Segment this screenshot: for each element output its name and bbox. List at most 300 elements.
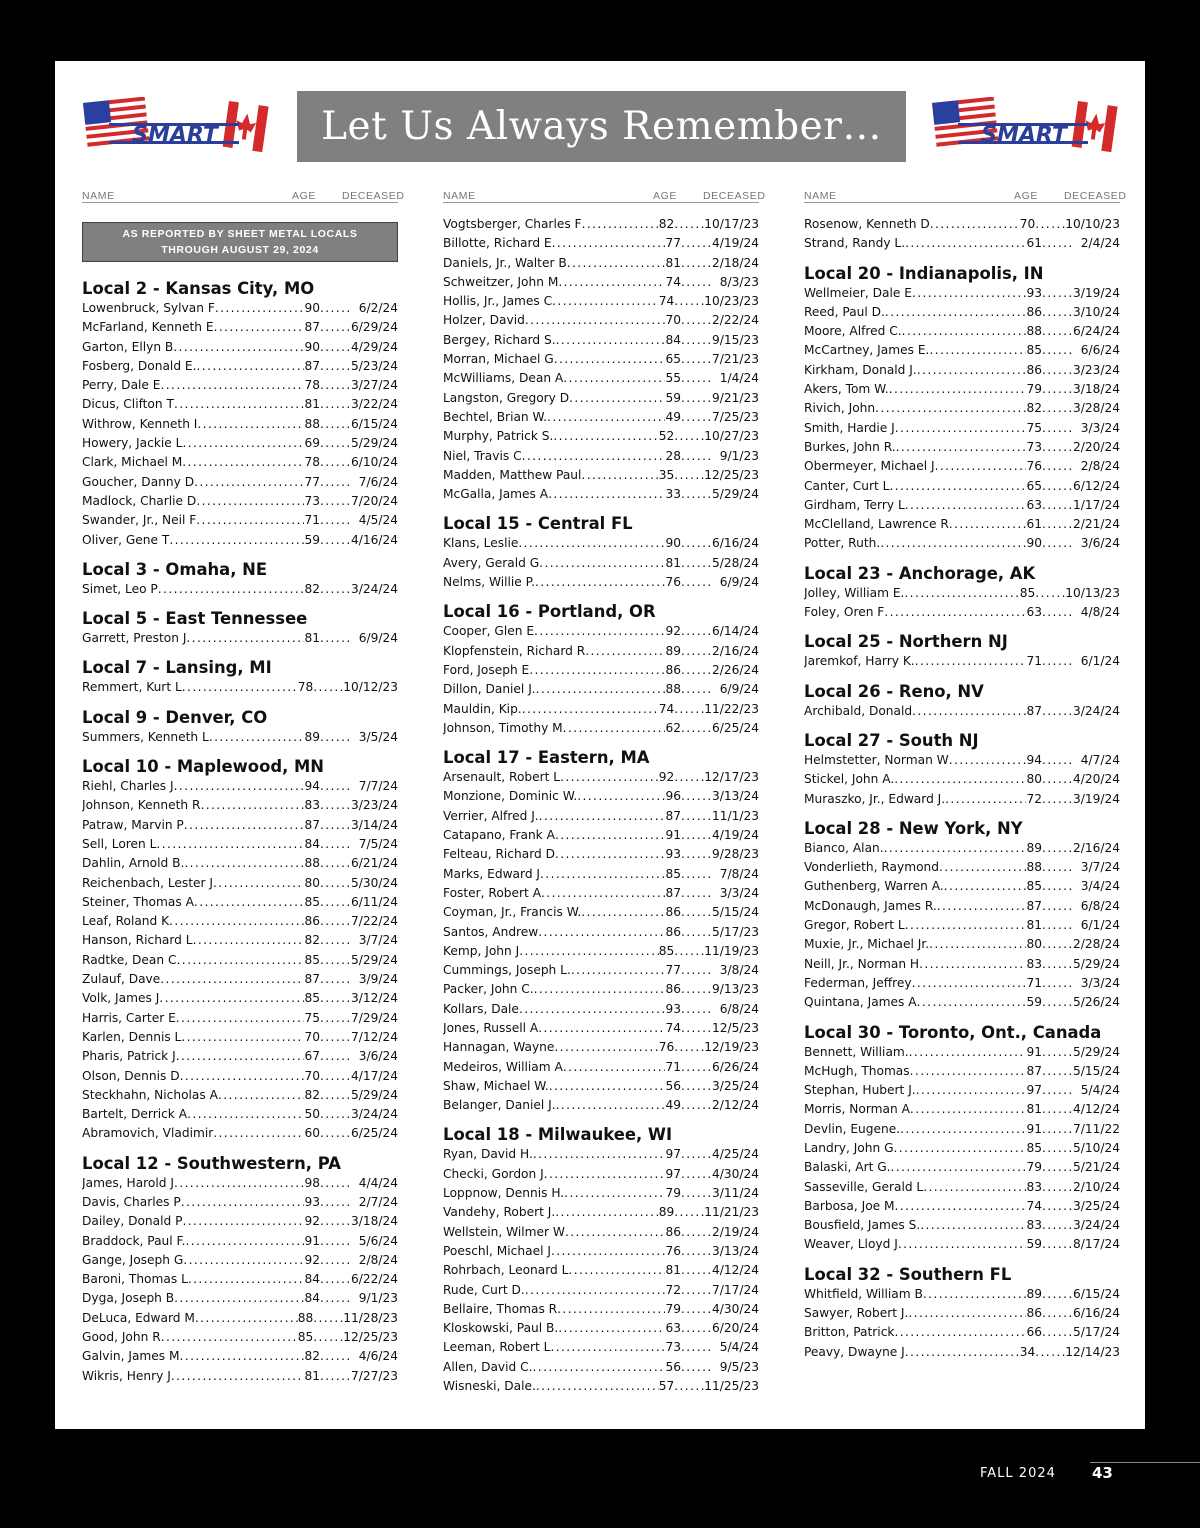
member-name: Withrow, Kenneth I (82, 416, 198, 431)
dot-leader (1042, 897, 1072, 916)
column-header (82, 189, 405, 203)
obituary-entry (443, 1165, 759, 1184)
member-name: Zulauf, Dave (82, 972, 161, 987)
obituary-entry (443, 1338, 759, 1357)
dot-leader (320, 318, 350, 337)
obituary-entry (804, 322, 1120, 341)
member-name: Riehl, Charles J (82, 779, 174, 794)
dot-leader (567, 254, 666, 273)
deceased-date: 7/29/24 (351, 1010, 398, 1025)
dot-leader (681, 485, 711, 504)
deceased-date: 7/12/24 (351, 1029, 398, 1044)
dot-leader (937, 897, 1027, 916)
deceased-date: 9/1/23 (358, 1291, 398, 1306)
member-age: 87 (304, 358, 320, 373)
member-name: Sasseville, Gerald L (804, 1179, 924, 1194)
issue-label: FALL 2024 (980, 1466, 1056, 1481)
dot-leader (923, 1178, 1026, 1197)
obituary-entry (82, 1174, 398, 1193)
dot-leader (169, 531, 304, 550)
deceased-date: 3/27/24 (351, 378, 398, 393)
deceased-date: 12/25/23 (704, 467, 759, 482)
obituary-entry (804, 897, 1120, 916)
obituary-entry (82, 1086, 398, 1105)
deceased-date: 6/14/24 (712, 624, 759, 639)
deceased-date: 3/19/24 (1073, 285, 1120, 300)
dot-leader (547, 408, 665, 427)
local-heading: Local 15 - Central FL (443, 514, 633, 534)
dot-leader (320, 912, 350, 931)
local-heading: Local 2 - Kansas City, MO (82, 279, 315, 298)
deceased-date: 2/26/24 (712, 662, 759, 677)
member-name: Klopfenstein, Richard R (443, 643, 586, 658)
dot-leader (674, 466, 704, 485)
dot-leader (681, 923, 711, 942)
dot-leader (894, 770, 1026, 789)
smart-logo-left (79, 97, 275, 159)
deceased-date: 7/25/23 (712, 409, 759, 424)
obituary-entry (443, 1261, 759, 1280)
dot-leader (156, 835, 304, 854)
obituary-entry (82, 376, 398, 395)
deceased-date: 1/17/24 (1073, 497, 1120, 512)
member-age: 91 (1026, 1121, 1042, 1136)
obituary-entry (443, 534, 759, 553)
dot-leader (518, 534, 665, 553)
deceased-date: 10/23/23 (704, 294, 759, 309)
obituary-entry (804, 935, 1120, 954)
member-name: Federman, Jeffrey (804, 975, 912, 990)
dot-leader (581, 466, 658, 485)
obituary-entry (804, 652, 1120, 671)
obituary-entry (443, 1300, 759, 1319)
obituary-entry (443, 369, 759, 388)
deceased-date: 4/4/24 (358, 1175, 398, 1190)
member-age: 81 (304, 397, 320, 412)
deceased-date: 6/11/24 (351, 894, 398, 909)
member-age: 81 (304, 631, 320, 646)
dot-leader (568, 1261, 665, 1280)
member-name: DeLuca, Edward M (82, 1310, 195, 1325)
obituary-entry (804, 380, 1120, 399)
member-age: 62 (665, 720, 681, 735)
dot-leader (209, 728, 305, 747)
dot-leader (540, 865, 665, 884)
deceased-date: 4/19/24 (712, 236, 759, 251)
member-age: 76 (1026, 459, 1042, 474)
member-name: Coyman, Jr., Francis W. (443, 905, 582, 920)
dot-leader (320, 473, 350, 492)
member-name: Vonderlieth, Raymond (804, 860, 940, 875)
dot-leader (182, 1212, 304, 1231)
obituary-entry (443, 700, 759, 719)
obituary-entry (804, 858, 1120, 877)
deceased-date: 3/18/24 (1073, 382, 1120, 397)
column-header-deceased: DECEASED (703, 190, 766, 202)
member-name: Daniels, Jr., Walter B (443, 255, 567, 270)
obituary-entry (443, 961, 759, 980)
member-name: Harris, Carter E (82, 1010, 176, 1025)
dot-leader (563, 1058, 666, 1077)
dot-leader (681, 447, 711, 466)
dot-leader (949, 515, 1027, 534)
deceased-date: 6/20/24 (712, 1321, 759, 1336)
member-name: Akers, Tom W. (804, 382, 889, 397)
member-age: 72 (1026, 791, 1042, 806)
obituary-entry (804, 974, 1120, 993)
dot-leader (889, 477, 1026, 496)
member-age: 86 (1026, 1306, 1042, 1321)
local-heading: Local 25 - Northern NJ (804, 632, 1008, 652)
deceased-date: 5/17/23 (712, 924, 759, 939)
dot-leader (320, 338, 350, 357)
obituary-entry (82, 338, 398, 357)
member-age: 71 (1026, 654, 1042, 669)
member-name: Baroni, Thomas L (82, 1272, 188, 1287)
member-name: Peavy, Dwayne J (804, 1344, 905, 1359)
dot-leader (320, 1067, 350, 1086)
member-age: 28 (665, 448, 681, 463)
deceased-date: 7/27/23 (351, 1368, 398, 1383)
obituary-entry (82, 511, 398, 530)
member-age: 81 (665, 555, 681, 570)
column-header-age: AGE (1014, 190, 1038, 202)
member-name: Galvin, James M (82, 1349, 180, 1364)
dot-leader (320, 1367, 350, 1386)
member-name: Landry, John G (804, 1140, 894, 1155)
dot-leader (187, 1105, 304, 1124)
member-age: 85 (1026, 1140, 1042, 1155)
member-age: 91 (1026, 1044, 1042, 1059)
deceased-date: 6/10/24 (351, 455, 398, 470)
dot-leader (891, 1158, 1027, 1177)
dot-leader (674, 427, 704, 446)
obituary-entry (804, 1062, 1120, 1081)
title-banner (297, 91, 906, 162)
member-name: Helmstetter, Norman W (804, 752, 949, 767)
dot-leader (681, 534, 711, 553)
dot-leader (176, 1047, 305, 1066)
dot-leader (1042, 751, 1072, 770)
member-age: 73 (304, 493, 320, 508)
deceased-date: 3/11/24 (712, 1186, 759, 1201)
deceased-date: 6/1/24 (1080, 654, 1120, 669)
dot-leader (197, 357, 305, 376)
dot-leader (158, 580, 305, 599)
member-name: Jones, Russell A (443, 1020, 539, 1035)
member-name: Rosenow, Kenneth D (804, 217, 930, 231)
dot-leader (884, 839, 1027, 858)
obituary-entry (443, 234, 759, 253)
member-name: Cooper, Glen E (443, 624, 535, 639)
member-name: Davis, Charles P (82, 1194, 181, 1209)
dot-leader (1042, 790, 1072, 809)
member-name: Klans, Leslie (443, 536, 519, 551)
deceased-date: 5/4/24 (719, 1340, 759, 1355)
deceased-date: 3/13/24 (712, 789, 759, 804)
member-age: 88 (304, 856, 320, 871)
obituary-entry (804, 341, 1120, 360)
dot-leader (944, 877, 1027, 896)
dot-leader (1042, 477, 1072, 496)
member-age: 34 (1019, 1344, 1036, 1359)
dot-leader (560, 768, 659, 787)
member-name: Neill, Jr., Norman H (804, 956, 920, 971)
dot-leader (1042, 361, 1072, 380)
deceased-date: 3/24/24 (1073, 703, 1120, 718)
local-heading: Local 3 - Omaha, NE (82, 559, 268, 579)
deceased-date: 12/19/23 (704, 1040, 759, 1055)
member-name: Canter, Curt L (804, 478, 890, 493)
dot-leader (563, 719, 666, 738)
dot-leader (681, 1000, 711, 1019)
member-age: 70 (304, 1068, 320, 1083)
dot-leader (1042, 322, 1072, 341)
dot-leader (553, 427, 658, 446)
dot-leader (320, 1193, 350, 1212)
dot-leader (681, 1261, 711, 1280)
deceased-date: 6/9/24 (358, 631, 398, 646)
deceased-date: 3/13/24 (712, 1243, 759, 1258)
member-age: 87 (1026, 1063, 1042, 1078)
member-name: Sawyer, Robert J. (804, 1306, 909, 1321)
deceased-date: 2/20/24 (1073, 439, 1120, 454)
member-name: Holzer, David (443, 313, 525, 328)
dot-leader (320, 1047, 350, 1066)
dot-leader (884, 603, 1026, 622)
member-age: 89 (304, 729, 320, 744)
member-age: 90 (1026, 536, 1042, 551)
dot-leader (536, 1377, 659, 1396)
obituary-entry (443, 923, 759, 942)
deceased-date: 11/19/23 (704, 943, 759, 958)
dot-leader (681, 845, 711, 864)
obituary-entry (443, 1281, 759, 1300)
obituary-entry (804, 993, 1120, 1012)
obituary-entry (443, 1223, 759, 1242)
member-name: Shaw, Michael W. (443, 1078, 549, 1093)
footer-rule (1090, 1462, 1200, 1463)
member-age: 71 (1026, 975, 1042, 990)
member-name: Kirkham, Donald J. (804, 362, 917, 377)
dot-leader (320, 931, 350, 950)
dot-leader (214, 318, 305, 337)
obituary-entry (443, 389, 759, 408)
member-name: Rude, Curt D. (443, 1282, 525, 1297)
obituary-entry (82, 796, 398, 815)
dot-leader (1042, 993, 1072, 1012)
dot-leader (320, 1289, 350, 1308)
deceased-date: 7/17/24 (712, 1282, 759, 1297)
member-name: Dyga, Joseph B (82, 1291, 175, 1306)
obituary-entry (443, 884, 759, 903)
dot-leader (313, 678, 343, 697)
member-age: 85 (658, 943, 675, 958)
dot-leader (1035, 584, 1065, 603)
deceased-date: 3/24/24 (351, 581, 398, 596)
dot-leader (320, 1347, 350, 1366)
local-heading: Local 32 - Southern FL (804, 1264, 1012, 1284)
member-age: 84 (304, 1272, 320, 1287)
dot-leader (920, 1216, 1026, 1235)
local-heading: Local 30 - Toronto, Ont., Canada (804, 1022, 1102, 1042)
deceased-date: 3/28/24 (1073, 401, 1120, 416)
member-age: 88 (665, 682, 681, 697)
deceased-date: 6/8/24 (719, 1001, 759, 1016)
member-age: 75 (1026, 420, 1042, 435)
member-age: 76 (665, 575, 681, 590)
member-name: Good, John R (82, 1330, 161, 1345)
dot-leader (555, 826, 666, 845)
obituary-entry (443, 942, 759, 961)
member-age: 88 (1026, 324, 1042, 339)
member-name: Karlen, Dennis L (82, 1029, 182, 1044)
deceased-date: 3/22/24 (351, 397, 398, 412)
dot-leader (186, 629, 304, 648)
deceased-date: 3/6/24 (1080, 536, 1120, 551)
dot-leader (534, 622, 665, 641)
dot-leader (320, 728, 350, 747)
member-age: 87 (1026, 703, 1042, 718)
member-age: 89 (658, 1205, 675, 1220)
member-name: Dahlin, Arnold B. (82, 856, 185, 871)
dot-leader (194, 473, 304, 492)
dot-leader (1042, 1304, 1072, 1323)
obituary-entry (804, 702, 1120, 721)
obituary-entry (804, 303, 1120, 322)
member-name: Gange, Joseph G (82, 1252, 184, 1267)
dot-leader (910, 1062, 1027, 1081)
dot-leader (185, 1232, 304, 1251)
deceased-date: 5/29/24 (351, 436, 398, 451)
dot-leader (549, 1077, 666, 1096)
member-age: 82 (304, 581, 320, 596)
member-name: Marks, Edward J (443, 866, 541, 881)
obituary-entry (804, 839, 1120, 858)
member-name: Nelms, Willie P. (443, 575, 535, 590)
dot-leader (193, 931, 305, 950)
member-name: Smith, Hardie J (804, 420, 895, 435)
deceased-date: 3/3/24 (719, 885, 759, 900)
dot-leader (555, 845, 666, 864)
dot-leader (915, 652, 1027, 671)
obituary-entry (82, 854, 398, 873)
dot-leader (552, 292, 659, 311)
dot-leader (320, 796, 350, 815)
dot-leader (552, 234, 666, 253)
dot-leader (541, 884, 665, 903)
deceased-date: 3/24/24 (351, 1107, 398, 1122)
obituary-entry (804, 584, 1120, 603)
obituary-entry (443, 1077, 759, 1096)
member-age: 65 (665, 352, 681, 367)
member-name: Niel, Travis C (443, 448, 522, 463)
dot-leader (320, 629, 350, 648)
deceased-date: 3/5/24 (358, 729, 398, 744)
dot-leader (1042, 603, 1072, 622)
dot-leader (674, 1038, 704, 1057)
dot-leader (556, 1096, 666, 1115)
obituary-entry (443, 1038, 759, 1057)
obituary-entry (443, 273, 759, 292)
dot-leader (681, 254, 711, 273)
obituary-entry (804, 515, 1120, 534)
member-name: Ford, Joseph E (443, 662, 530, 677)
obituary-entry (82, 1367, 398, 1386)
obituary-entry (443, 1096, 759, 1115)
deceased-date: 2/12/24 (712, 1098, 759, 1113)
member-name: Vandehy, Robert J. (443, 1205, 556, 1220)
deceased-date: 2/8/24 (358, 1252, 398, 1267)
deceased-date: 5/30/24 (351, 875, 398, 890)
member-age: 85 (665, 866, 681, 881)
dot-leader (213, 1124, 304, 1143)
dot-leader (533, 1358, 666, 1377)
deceased-date: 6/9/24 (719, 575, 759, 590)
dot-leader (1042, 419, 1072, 438)
member-name: Bechtel, Brian W. (443, 409, 548, 424)
obituary-entry (804, 234, 1120, 253)
column-header-name: NAME (804, 190, 837, 202)
deceased-date: 6/15/24 (1073, 1286, 1120, 1301)
dot-leader (681, 1281, 711, 1300)
dot-leader (538, 1019, 665, 1038)
member-name: McClelland, Lawrence R (804, 517, 949, 532)
member-age: 76 (658, 1040, 675, 1055)
reported-line-1: AS REPORTED BY SHEET METAL LOCALS (122, 228, 358, 240)
deceased-date: 5/4/24 (1080, 1083, 1120, 1098)
member-age: 56 (665, 1359, 681, 1374)
dot-leader (555, 1203, 658, 1222)
dot-leader (889, 380, 1027, 399)
dot-leader (674, 292, 704, 311)
obituary-entry (82, 777, 398, 796)
dot-leader (1042, 1062, 1072, 1081)
member-name: Garrett, Preston J (82, 631, 187, 646)
deceased-date: 11/25/23 (704, 1379, 759, 1394)
member-age: 86 (665, 924, 681, 939)
dot-leader (182, 453, 304, 472)
member-age: 86 (1026, 304, 1042, 319)
dot-leader (558, 273, 665, 292)
obituary-entry (82, 318, 398, 337)
deceased-date: 11/1/23 (712, 808, 759, 823)
obituary-entry (804, 770, 1120, 789)
deceased-date: 3/25/24 (1073, 1198, 1120, 1213)
obituary-entry (443, 865, 759, 884)
dot-leader (320, 1174, 350, 1193)
dot-leader (902, 322, 1027, 341)
deceased-date: 7/6/24 (358, 474, 398, 489)
obituary-entry (804, 1323, 1120, 1342)
member-age: 92 (304, 1252, 320, 1267)
member-name: Bartelt, Derrick A (82, 1107, 188, 1122)
member-age: 97 (665, 1166, 681, 1181)
member-name: Obermeyer, Michael J (804, 459, 935, 474)
dot-leader (195, 1309, 298, 1328)
dot-leader (529, 661, 665, 680)
member-name: Britton, Patrick (804, 1325, 895, 1340)
deceased-date: 11/28/23 (343, 1310, 398, 1325)
member-name: Gregor, Robert L (804, 918, 905, 933)
dot-leader (681, 1058, 711, 1077)
dot-leader (176, 1009, 305, 1028)
dot-leader (539, 807, 666, 826)
smart-logo-graphic (79, 97, 275, 159)
obituary-entry (82, 1289, 398, 1308)
member-age: 87 (665, 885, 681, 900)
member-name: Remmert, Kurt L (82, 680, 182, 695)
